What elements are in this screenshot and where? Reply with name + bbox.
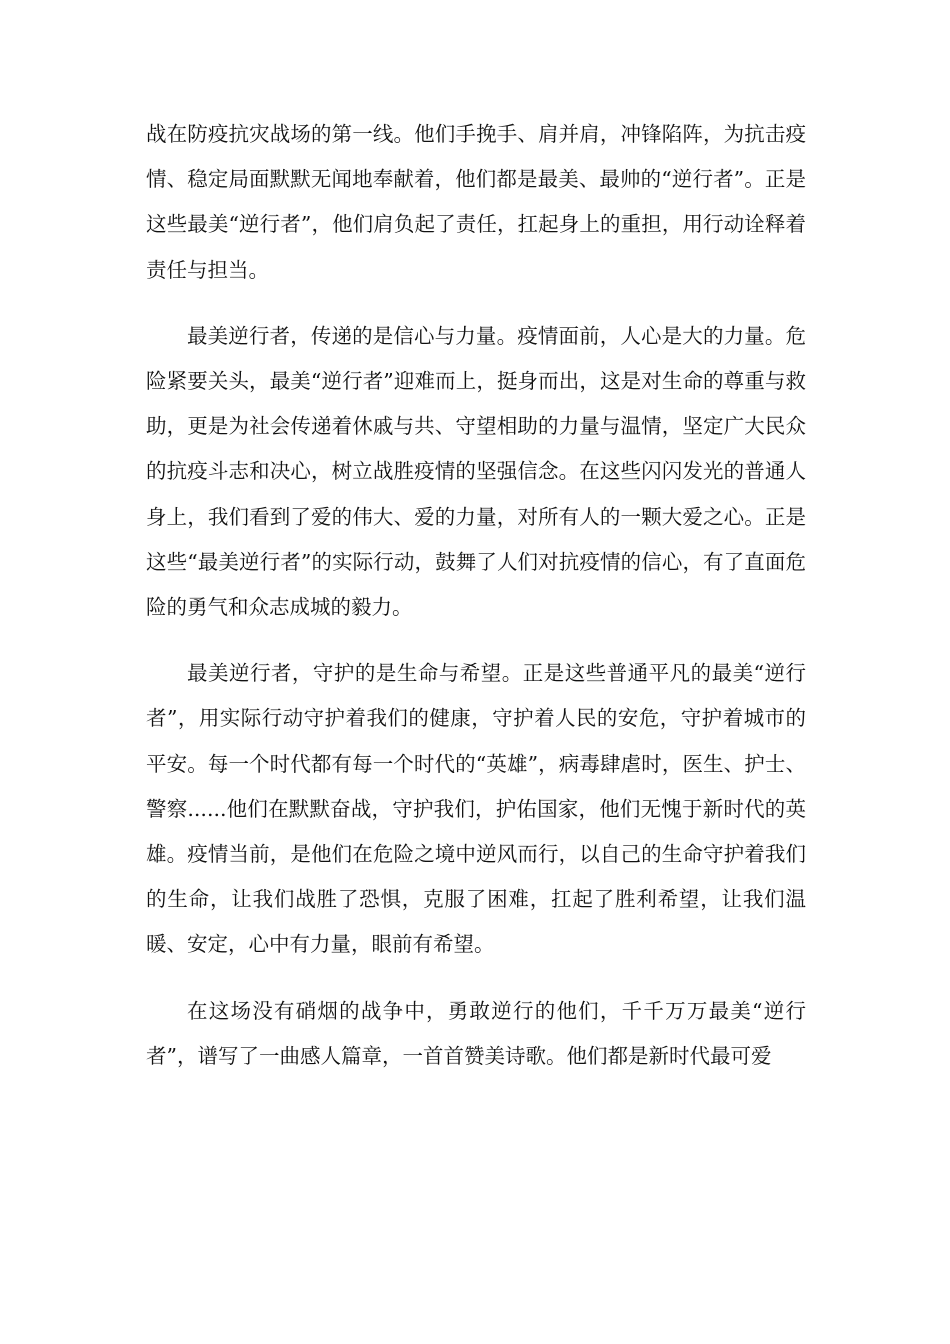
paragraph-gap bbox=[146, 293, 806, 314]
paragraph-1: 战在防疫抗灾战场的第一线。他们手挽手、肩并肩，冲锋陷阵，为抗击疫情、稳定局面默默无闻地奉献着，他们都是最美、最帅的“逆行者”。正是这些最美“逆行者”，他们肩负起了责任，扛起身上的重担，用行动诠释着责任与担当。 bbox=[146, 122, 806, 282]
document-body bbox=[146, 112, 806, 1079]
paragraph-2: 最美逆行者，传递的是信心与力量。疫情面前，人心是大的力量。危险紧要关头，最美“逆行者”迎难而上，挺身而出，这是对生命的尊重与救助，更是为社会传递着休戚与共、守望相助的力量与温情，坚定广大民众的抗疫斗志和决心，树立战胜疫情的坚强信念。在这些闪闪发光的普通人身上，我们看到了爱的伟大、爱的力量，对所有人的一颗大爱之心。正是这些“最美逆行者”的实际行动，鼓舞了人们对抗疫情的信心，有了直面危险的勇气和众志成城的毅力。 bbox=[146, 323, 806, 620]
paragraph-gap bbox=[146, 968, 806, 989]
paragraph-4: 在这场没有硝烟的战争中，勇敢逆行的他们，千千万万最美“逆行者”，谱写了一曲感人篇章，一首首赞美诗歌。他们都是新时代最可爱 bbox=[146, 998, 806, 1068]
paragraph-gap bbox=[146, 630, 806, 651]
paragraph-3: 最美逆行者，守护的是生命与希望。正是这些普通平凡的最美“逆行者”，用实际行动守护着我们的健康，守护着人民的安危，守护着城市的平安。每一个时代都有每一个时代的“英雄”，病毒肆虐时，医生、护士、警察......他们在默默奋战，守护我们，护佑国家，他们无愧于新时代的英雄。疫情当前，是他们在危险之境中逆风而行，以自己的生命守护着我们的生命，让我们战胜了恐惧，克服了困难，扛起了胜利希望，让我们温暖、安定，心中有力量，眼前有希望。 bbox=[146, 661, 806, 957]
